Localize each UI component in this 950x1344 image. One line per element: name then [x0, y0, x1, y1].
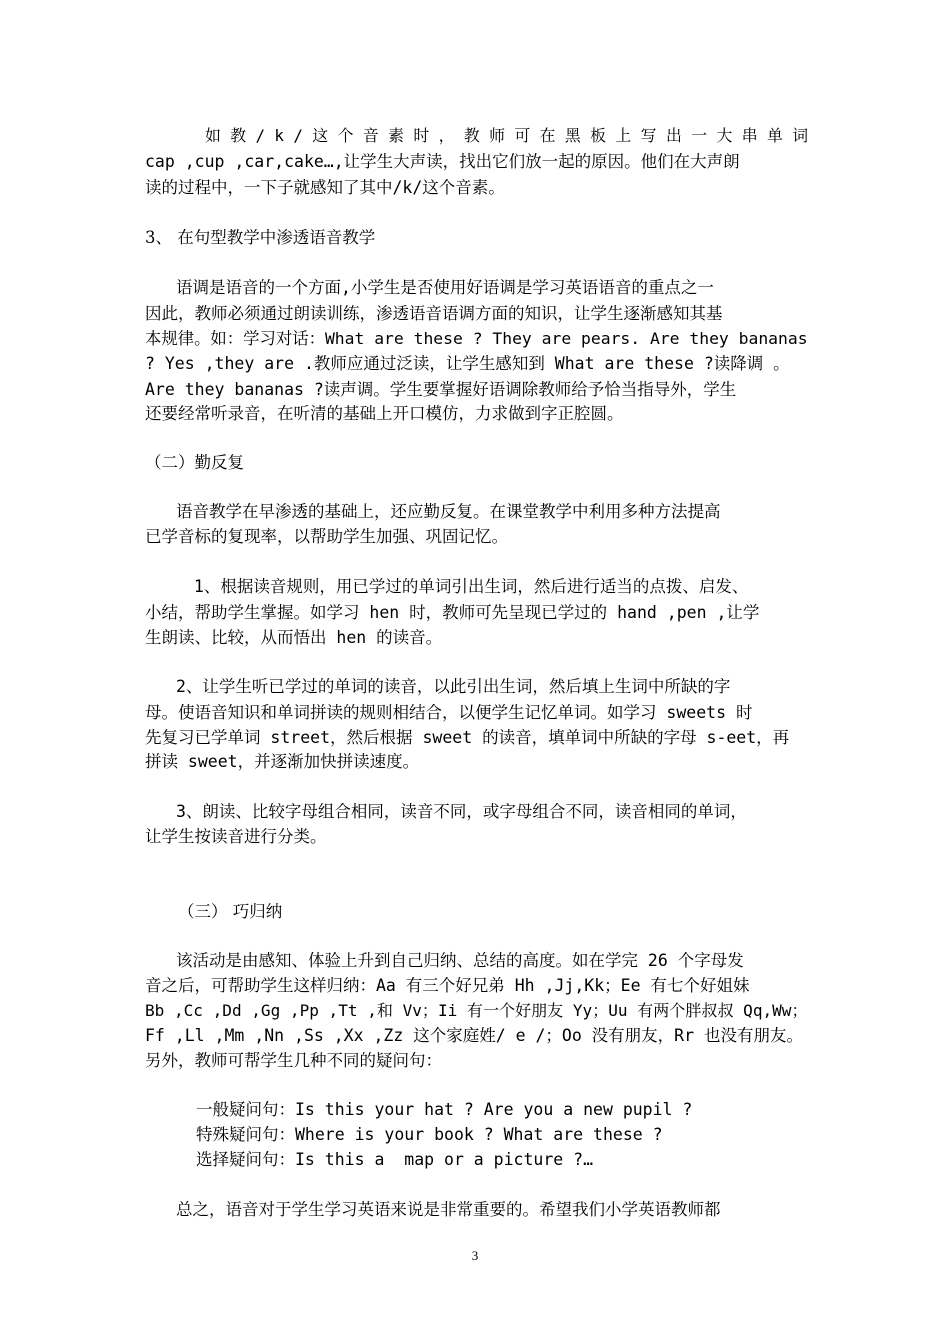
item-2-line-4: 拼读 sweet，并逐渐加快拼读速度。	[145, 752, 420, 771]
item-2-line-3: 先复习已学单词 street，然后根据 sweet 的读音，填单词中所缺的字母 s-eet，再	[145, 728, 790, 747]
page-number: 3	[471, 1248, 479, 1263]
summary-line-5: 另外，教师可帮学生几种不同的疑问句：	[145, 1051, 442, 1070]
intonation-line-6: 还要经常听录音，在听清的基础上开口模仿，力求做到字正腔圆。	[145, 404, 624, 423]
summary-line-3: Bb ,Cc ,Dd ,Gg ,Pp ,Tt ,和 Vv；Ii 有一个好朋友 Yy；Uu 有两个胖叔叔 Qq,Ww；	[145, 1001, 808, 1020]
intonation-line-4: ? Yes ,they are .教师应通过泛读，让学生感知到 What are these ?读降调 。	[145, 354, 790, 373]
summary-line-1: 该活动是由感知、体验上升到自己归纳、总结的高度。如在学完 26 个字母发	[176, 951, 744, 970]
item-3-line-2: 让学生按读音进行分类。	[145, 827, 327, 846]
repeat-intro-line-2: 已学音标的复现率，以帮助学生加强、巩固记忆。	[145, 527, 508, 546]
heading-summary: （三） 巧归纳	[178, 902, 283, 921]
conclusion-line: 总之，语音对于学生学习英语来说是非常重要的。希望我们小学英语教师都	[176, 1200, 721, 1219]
item-1-line-3: 生朗读、比较，从而悟出 hen 的读音。	[145, 628, 443, 647]
heading-repeat: （二）勤反复	[145, 453, 244, 472]
example-k-line-3: 读的过程中，一下子就感知了其中/k/这个音素。	[145, 178, 505, 197]
example-k-line-2: cap ,cup ,car,cake…,让学生大声读，找出它们放一起的原因。他们在大声朗	[145, 152, 740, 171]
example-k-line-1: 如教/k/这个音素时，教师可在黑板上写出一大串单词	[186, 126, 818, 145]
item-1-line-1: 1、根据读音规则，用已学过的单词引出生词，然后进行适当的点拨、启发、	[184, 577, 749, 596]
intonation-line-1: 语调是语音的一个方面,小学生是否使用好语调是学习英语语音的重点之一	[176, 278, 714, 297]
item-3-line-1: 3、朗读、比较字母组合相同，读音不同，或字母组合不同，读音相同的单词，	[176, 802, 747, 821]
question-special: 特殊疑问句：Where is your book ? What are these ?	[196, 1125, 663, 1144]
item-2-line-2: 母。使语音知识和单词拼读的规则相结合，以便学生记忆单词。如学习 sweets 时	[145, 703, 753, 722]
item-2-line-1: 2、让学生听已学过的单词的读音，以此引出生词，然后填上生词中所缺的字	[176, 677, 731, 696]
heading-sentence-teaching: 3、 在句型教学中渗透语音教学	[145, 228, 376, 247]
summary-line-4: Ff ,Ll ,Mm ,Nn ,Ss ,Xx ,Zz 这个家庭姓/ e /；Oo 没有朋友，Rr 也没有朋友。	[145, 1026, 803, 1045]
item-1-line-2: 小结，帮助学生掌握。如学习 hen 时，教师可先呈现已学过的 hand ,pen ,让学	[145, 603, 760, 622]
intonation-line-2: 因此，教师必须通过朗读训练，渗透语音语调方面的知识，让学生逐渐感知其基	[145, 304, 723, 323]
summary-line-2: 音之后，可帮助学生这样归纳：Aa 有三个好兄弟 Hh ,Jj,Kk；Ee 有七个好姐妹	[145, 976, 750, 995]
repeat-intro-line-1: 语音教学在早渗透的基础上，还应勤反复。在课堂教学中利用多种方法提高	[176, 502, 721, 521]
question-choice: 选择疑问句：Is this a map or a picture ?…	[196, 1150, 594, 1169]
question-general: 一般疑问句：Is this your hat ? Are you a new pupil ?	[196, 1100, 693, 1119]
intonation-line-3: 本规律。如：学习对话：What are these ? They are pears. Are they bananas	[145, 329, 808, 348]
intonation-line-5: Are they bananas ?读声调。学生要掌握好语调除教师给予恰当指导外，学生	[145, 380, 737, 399]
